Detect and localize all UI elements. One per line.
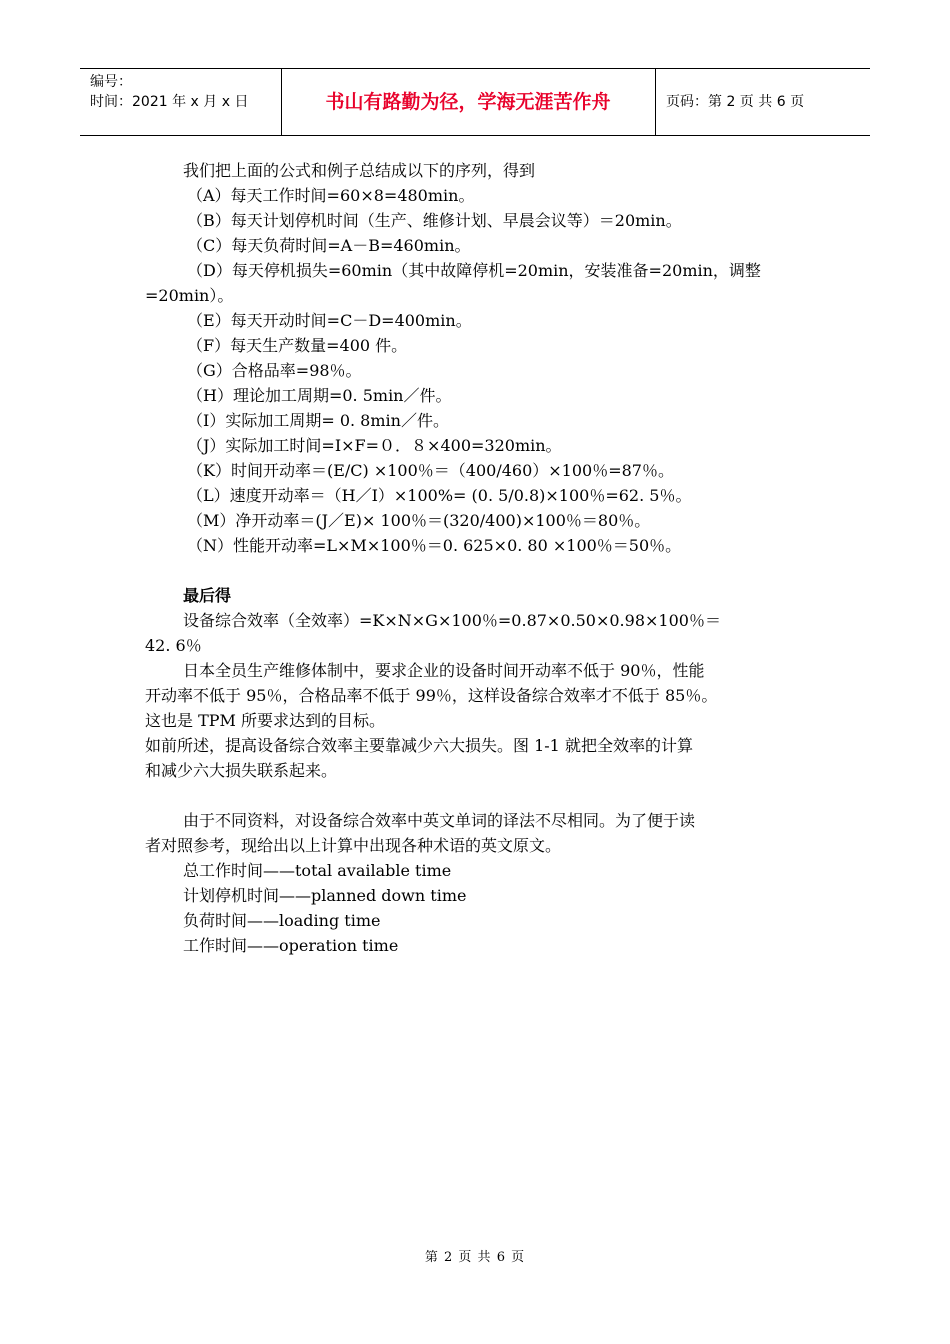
term-line: 负荷时间——loading time (183, 911, 381, 930)
list-item: （J）实际加工时间=I×F=０．８×400=320min。 (187, 436, 562, 455)
header-table (80, 68, 870, 136)
term-line: 工作时间——operation time (183, 936, 399, 955)
list-item: （K）时间开动率＝(E/C) ×100％＝（400/460）×100％=87％。 (187, 461, 674, 480)
header-number-label: 编号： (90, 74, 132, 90)
paragraph-line: 由于不同资料，对设备综合效率中英文单词的译法不尽相同。为了便于读 (183, 811, 696, 830)
intro-paragraph: 我们把上面的公式和例子总结成以下的序列，得到 (183, 161, 536, 180)
list-item: （G）合格品率=98％。 (187, 361, 362, 380)
term-line: 总工作时间——total available time (183, 861, 452, 880)
list-item: （D）每天停机损失=60min（其中故障停机=20min，安装准备=20min，调整 (187, 261, 761, 280)
paragraph-line: 和减少六大损失联系起来。 (145, 761, 338, 780)
list-item: （M）净开动率＝(J／E)× 100％＝(320/400)×100％＝80％。 (187, 511, 651, 530)
paragraph-line: 这也是 TPM 所要求达到的目标。 (145, 711, 385, 730)
page-footer: 第 2 页 共 6 页 (424, 1250, 526, 1265)
list-item: （L）速度开动率＝（H／I）×100%= (0. 5/0.8)×100％=62. 5％。 (187, 486, 692, 505)
list-item: （N）性能开动率=L×M×100％＝0. 625×0. 80 ×100％＝50％。 (187, 536, 682, 555)
header-left-cell (90, 72, 248, 112)
formula-line: 42. 6％ (145, 636, 202, 655)
list-item: （I）实际加工周期= 0. 8min／件。 (187, 411, 449, 430)
header-time-label: 时间：2021 年 x 月 x 日 (90, 94, 249, 110)
list-item: （C）每天负荷时间=A－B=460min。 (187, 236, 471, 255)
paragraph-line: 日本全员生产维修体制中，要求企业的设备时间开动率不低于 90％，性能 (183, 661, 705, 680)
list-item: （F）每天生产数量=400 件。 (187, 336, 408, 355)
section-heading: 最后得 (183, 586, 232, 605)
list-item: （H）理论加工周期=0. 5min／件。 (187, 386, 452, 405)
list-item: （B）每天计划停机时间（生产、维修计划、早晨会议等）＝20min。 (187, 211, 682, 230)
paragraph-line: 开动率不低于 95％，合格品率不低于 99％，这样设备综合效率才不低于 85％。 (145, 686, 718, 705)
header-motto: 书山有路勤为径，学海无涯苦作舟 (325, 91, 611, 113)
term-line: 计划停机时间——planned down time (183, 886, 467, 905)
list-item: （E）每天开动时间=C－D=400min。 (187, 311, 472, 330)
header-page-label: 页码：第 2 页 共 6 页 (666, 94, 805, 110)
list-item-continuation: =20min）。 (145, 286, 234, 305)
paragraph-line: 如前所述，提高设备综合效率主要靠减少六大损失。图 1-1 就把全效率的计算 (145, 736, 693, 755)
paragraph-line: 者对照参考，现给出以上计算中出现各种术语的英文原文。 (145, 836, 562, 855)
formula-line: 设备综合效率（全效率）=K×N×G×100％=0.87×0.50×0.98×100％＝ (183, 611, 721, 630)
document-body (145, 158, 805, 958)
header-divider (655, 69, 656, 135)
list-item: （A）每天工作时间=60×8=480min。 (187, 186, 475, 205)
